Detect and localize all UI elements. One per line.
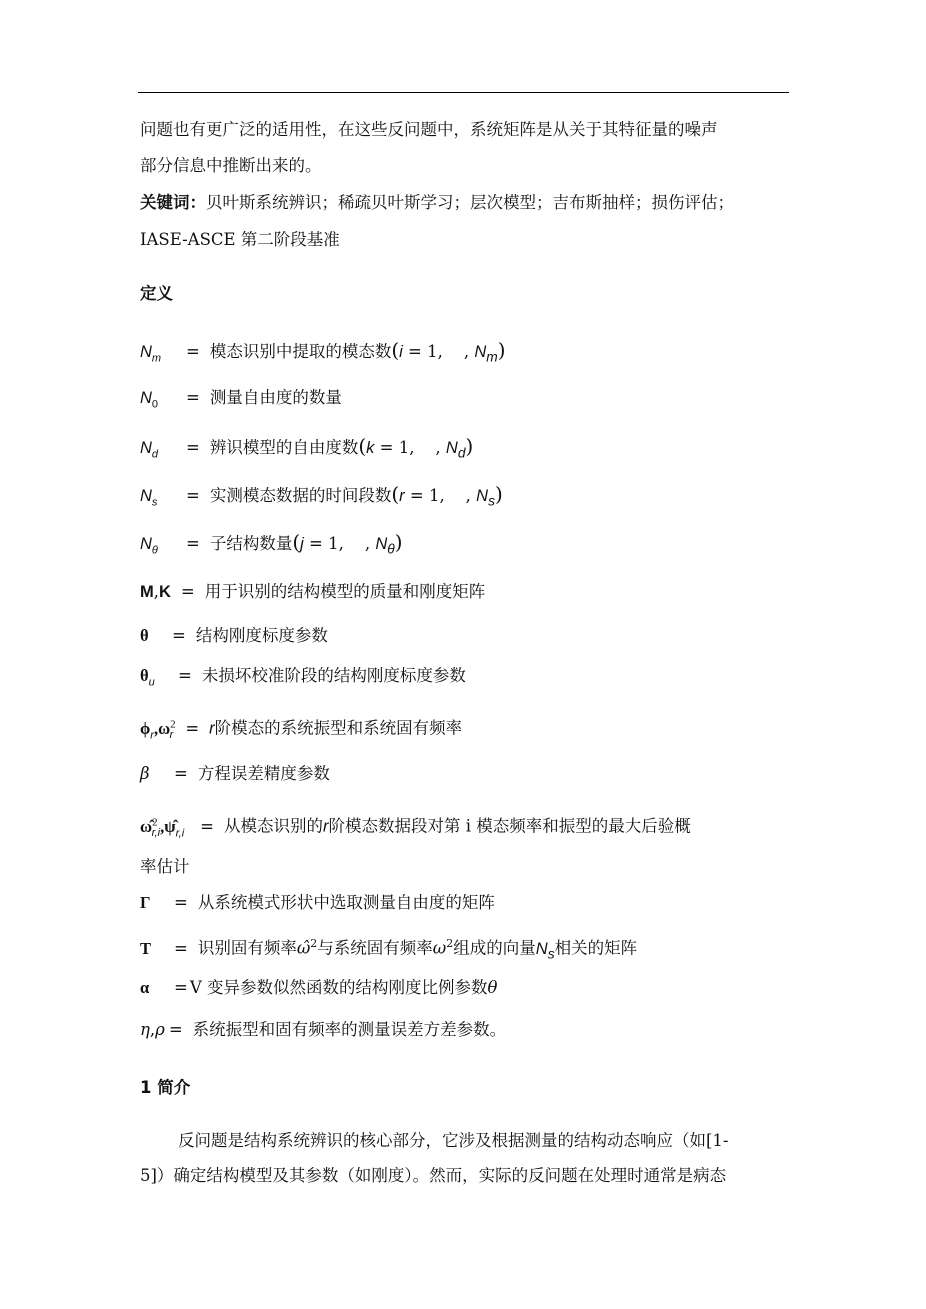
keywords-label: 关键词： <box>140 193 206 212</box>
symbol-n-0: $N_0$ <box>140 389 159 411</box>
def-desc: 用于识别的结构模型的质量和刚度矩阵 <box>204 582 486 601</box>
def-alpha: α = V 变异参数似然函数的结构刚度比例参数θ <box>140 978 498 997</box>
def-desc: 结构刚度标度参数 <box>195 626 328 645</box>
symbol-n-d: $N_d$ <box>140 439 159 461</box>
symbol-gamma: Γ <box>140 893 151 912</box>
def-desc-a: 从模态识别的 <box>224 816 323 836</box>
def-n-m: $N_m$ = 模态识别中提取的模态数(i = 1, , $N_m$) <box>140 340 506 368</box>
symbol-eta-rho: η <box>140 1020 150 1039</box>
symbol-m-k: M <box>140 583 154 601</box>
def-n-s: $N_s$ = 实测模态数据的时间段数(r = 1, , $N_s$) <box>140 484 503 512</box>
def-desc: 从系统模式形状中选取测量自由度的矩阵 <box>197 893 495 912</box>
keywords-line <box>140 193 734 213</box>
def-n-d: $N_d$ = 辨识模型的自由度数(k = 1, , $N_d$) <box>140 436 473 464</box>
def-desc: 方程误差精度参数 <box>197 764 330 783</box>
symbol-beta: β <box>140 764 150 783</box>
symbol-alpha: α <box>140 978 150 997</box>
def-map-estimate-cont: 率估计 <box>140 857 190 876</box>
def-desc: V 变异参数似然函数的结构刚度比例参数 <box>189 978 488 997</box>
symbol-t: T <box>140 938 152 958</box>
def-desc: 阶模态的系统振型和系统固有频率 <box>214 718 463 738</box>
def-desc: 未损坏校准阶段的结构刚度标度参数 <box>201 666 466 685</box>
abstract-line-1: 问题也有更广泛的适用性，在这些反问题中，系统矩阵是从关于其特征量的噪声 <box>140 120 718 139</box>
def-eta-rho: η,ρ = 系统振型和固有频率的测量误差方差参数。 <box>140 1020 507 1039</box>
header-rule <box>138 92 789 93</box>
def-m-k: M,K = 用于识别的结构模型的质量和刚度矩阵 <box>140 582 486 601</box>
def-desc: 系统振型和固有频率的测量误差方差参数。 <box>192 1020 507 1039</box>
def-gamma: Γ = 从系统模式形状中选取测量自由度的矩阵 <box>140 893 495 912</box>
def-n-theta: $N_\theta$ = 子结构数量(j = 1, , $N_\theta$) <box>140 532 403 560</box>
keywords-line-2: IASE-ASCE 第二阶段基准 <box>140 230 340 249</box>
def-desc: 实测模态数据的时间段数 <box>209 486 392 505</box>
def-t: T = 识别固有频率ω̂$^2$与系统固有频率$\omega^2$组成的向量$N_s$相关的矩阵 <box>140 937 638 961</box>
symbol-theta: θ <box>140 626 149 645</box>
symbol-n-m: $N_m$ <box>140 343 162 365</box>
intro-para-line-1: 反问题是结构系统辨识的核心部分，它涉及根据测量的结构动态响应（如[1- <box>178 1131 729 1150</box>
def-map-estimate: $\omegâ^2_{r,i},\psî_{r,i}$ = 从模态识别的r阶模态数据段对第 i 模态频率和振型的最大后验概 <box>140 816 691 839</box>
definitions-heading: 定义 <box>140 284 173 303</box>
def-desc: 模态识别中提取的模态数 <box>209 342 392 361</box>
def-theta-u: $\theta_u$ = 未损坏校准阶段的结构刚度标度参数 <box>140 666 466 692</box>
intro-para-line-2: 5]）确定结构模型及其参数（如刚度）。然而，实际的反问题在处理时通常是病态 <box>140 1166 727 1185</box>
def-beta: β = 方程误差精度参数 <box>140 764 330 783</box>
symbol-n-theta: $N_\theta$ <box>140 535 158 557</box>
def-desc: 辨识模型的自由度数 <box>209 438 359 457</box>
symbol-theta-u: $\theta_u$ <box>140 666 155 689</box>
def-desc-c: 组成的向量 <box>453 938 536 958</box>
def-desc-d: 相关的矩阵 <box>554 938 638 958</box>
def-phi-omega: $\phi_r,\omega^2_r = r$阶模态的系统振型和系统固有频率 <box>140 718 463 741</box>
def-desc-a: 识别固有频率 <box>197 938 297 958</box>
def-desc-b: 阶模态数据段对第 i 模态频率和振型的最大后验概 <box>328 816 691 836</box>
symbol-n-s: $N_s$ <box>140 487 158 509</box>
symbol-omega-psi-hat: $\omegâ^2_{r,i},\psî_{r,i}$ <box>140 816 185 839</box>
def-desc: 测量自由度的数量 <box>209 388 342 407</box>
def-desc: 子结构数量 <box>209 534 293 553</box>
abstract-line-2: 部分信息中推断出来的。 <box>140 156 322 175</box>
keywords-text: 贝叶斯系统辨识；稀疏贝叶斯学习；层次模型；吉布斯抽样；损伤评估； <box>206 193 734 212</box>
def-n-0: $N_0$ = 测量自由度的数量 <box>140 388 342 414</box>
def-desc-b: 与系统固有频率 <box>317 938 433 958</box>
symbol-phi-omega: $\phi_r,\omega^2_r$ <box>140 718 176 741</box>
def-theta: θ = 结构刚度标度参数 <box>140 626 328 645</box>
section-heading: 1 简介 <box>140 1078 191 1097</box>
